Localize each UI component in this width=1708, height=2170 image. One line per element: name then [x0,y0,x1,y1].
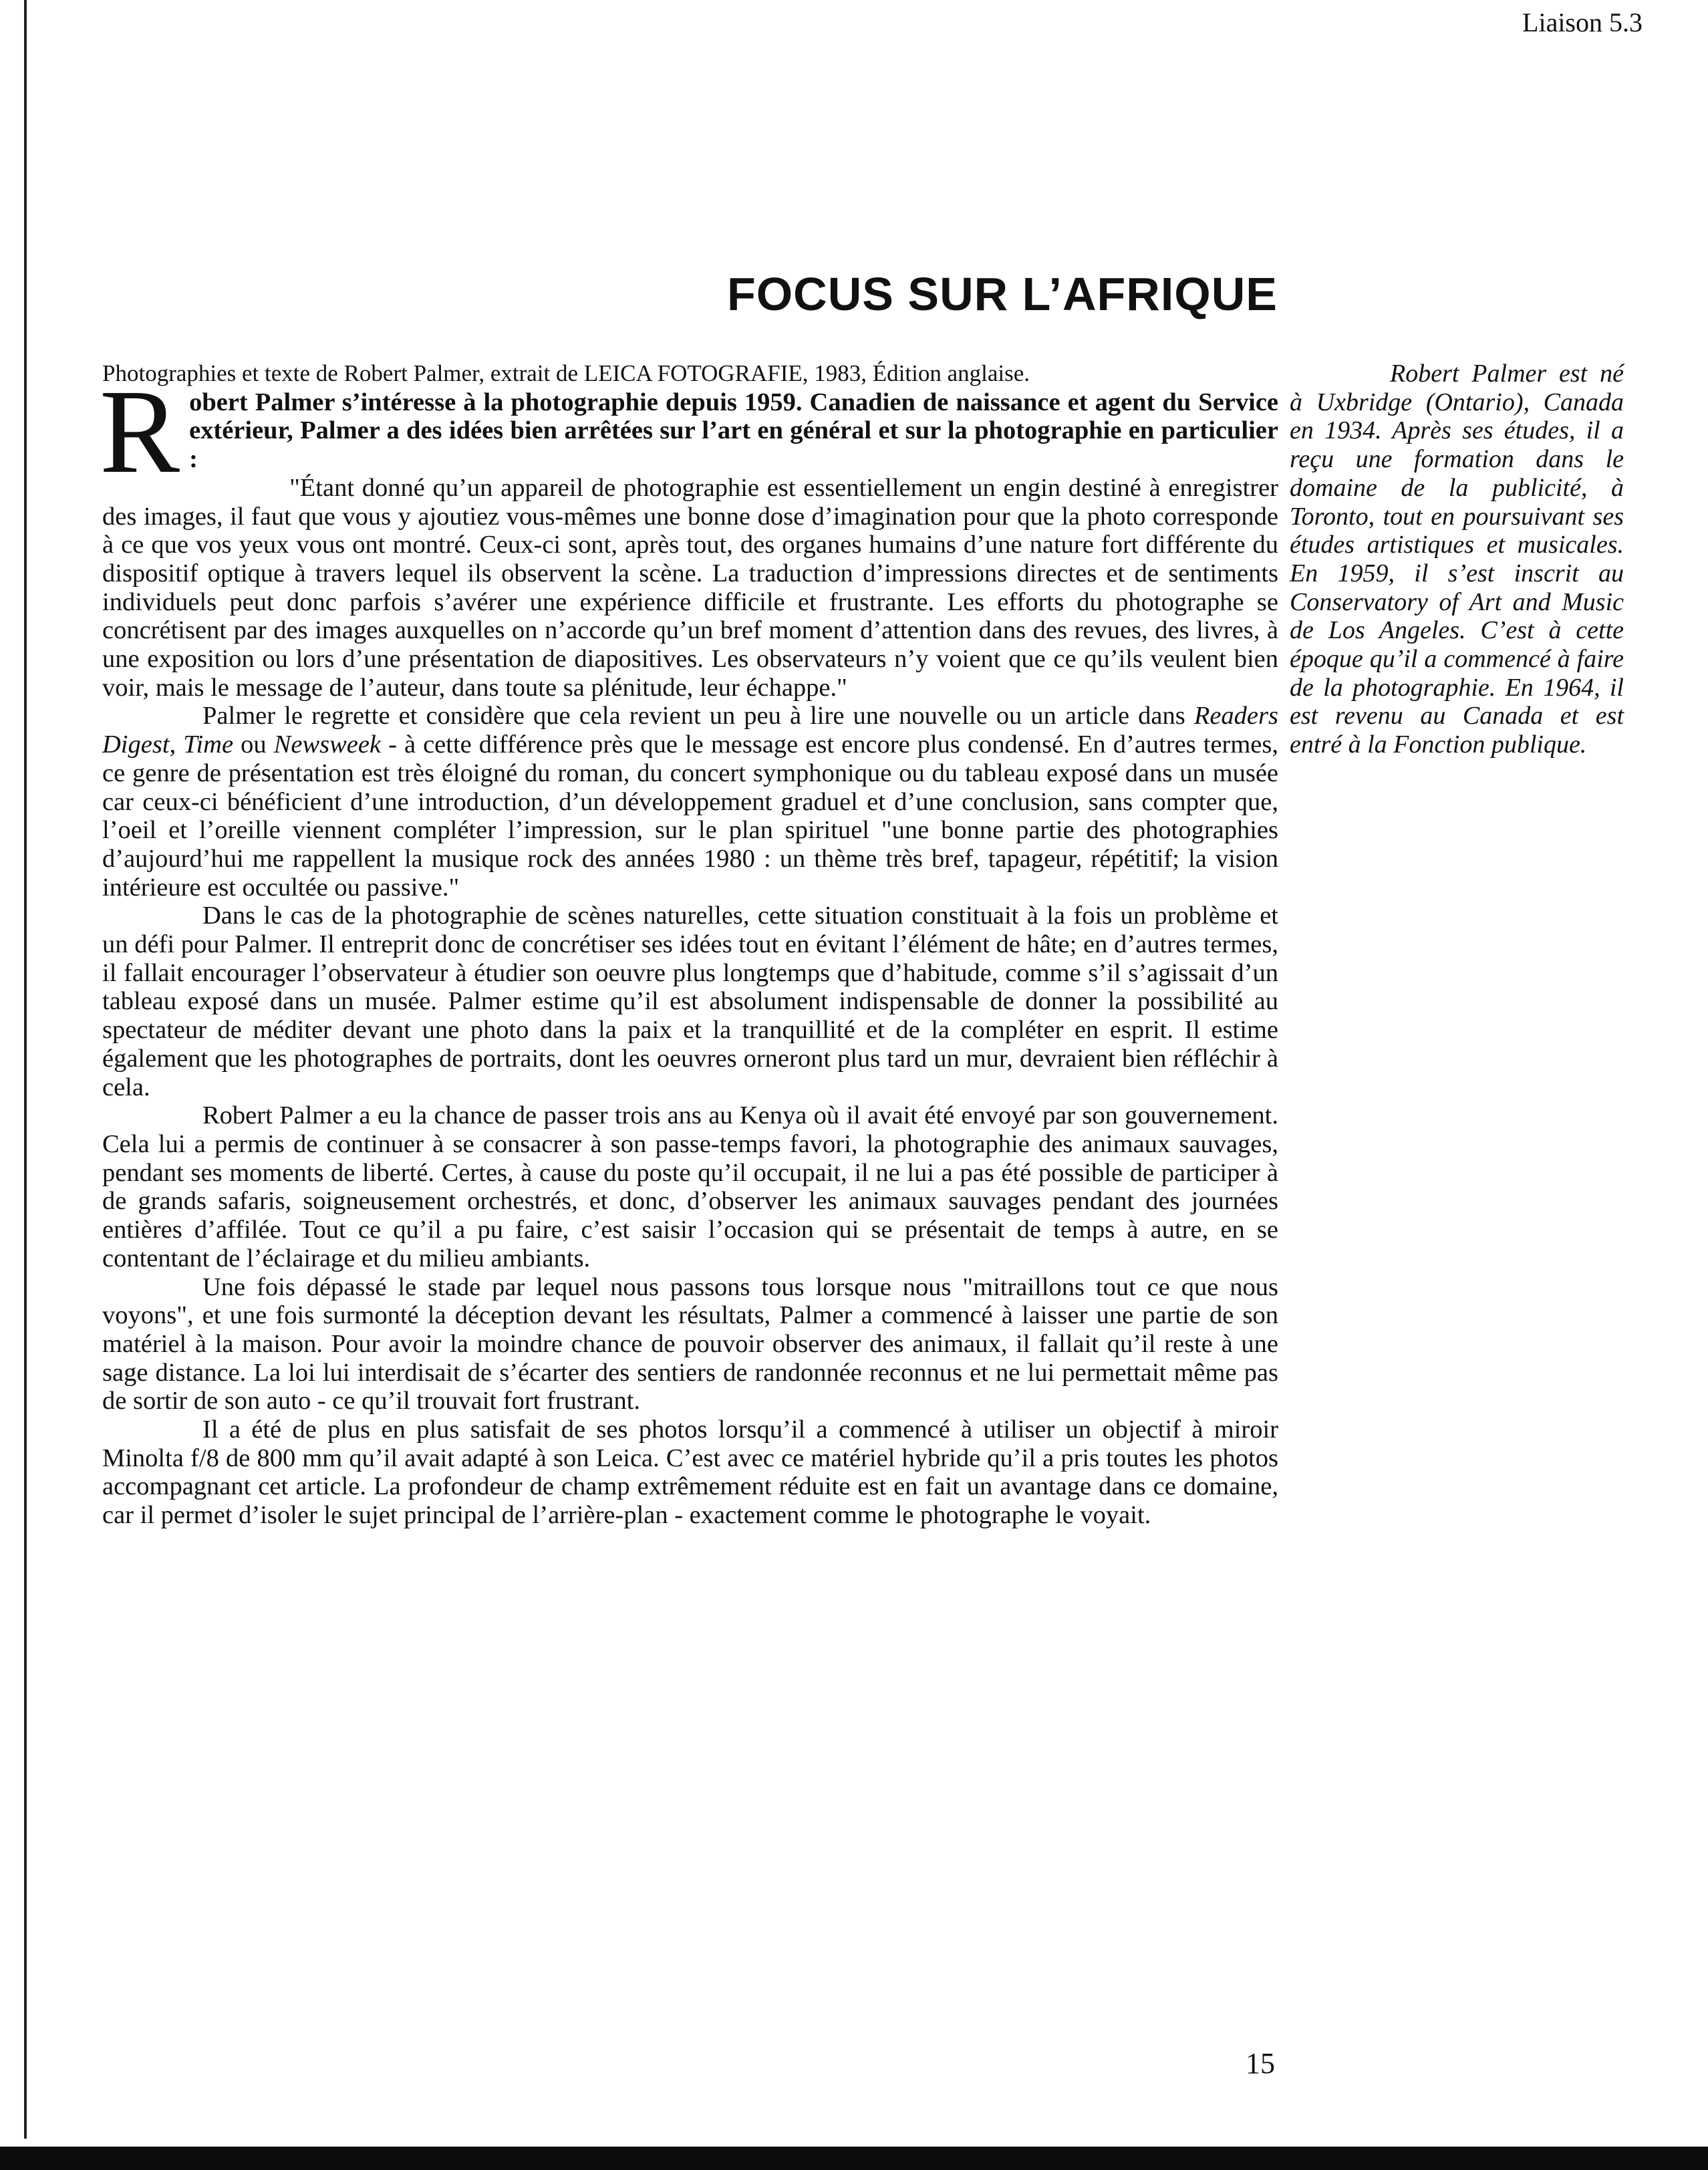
body-paragraph-2-text-b: ou [233,730,274,759]
running-head: Liaison 5.3 [1522,7,1643,37]
author-bio-sidebar [1290,360,1624,759]
body-paragraph-4: Robert Palmer a eu la chance de passer trois ans au Kenya où il avait été envoyé par son gouvernement. Cela lui a permis de continuer à se consacrer à son passe-temps favori, la photographie des animaux sauvages, pendant ses moments de liberté. Certes, à cause du poste qu’il occupait, il ne lui a pas été possible de participer à de grands safaris, soigneusement orchestrés, et donc, d’observer les animaux sauvages pendant des journées entières d’affilée. Tout ce qu’il a pu faire, c’est saisir l’occasion qui se présentait de temps à autre, en se contentant de l’éclairage et du milieu ambiants. [102,1101,1278,1272]
body-paragraph-2 [102,702,1278,902]
lead-text: obert Palmer s’intéresse à la photographie depuis 1959. Canadien de naissance et agent du Service extérieur, Palmer a des idées bien arrêtées sur l’art en général et sur la photographie en particulier : [189,388,1278,474]
binding-edge-line [24,0,27,2139]
magazine-names: Readers Digest, Time [102,702,1278,759]
page-number: 15 [1246,2047,1275,2080]
scan-bottom-edge [0,2147,1708,2170]
body-paragraph-2-text-c: - à cette différence près que le message est encore plus condensé. En d’autres termes, ce genre de présentation est très éloigné du roman, du concert symphonique ou du tableau exposé dans un musée car ceux-ci bénéficient d’une introduction, d’un développement graduel et d’une conclusion, sans compter que, l’oeil et l’oreille viennent compléter l’impression, sur le plan spirituel "une bonne partie des photographies d’aujourd’hui me rappellent la musique rock des années 1980 : un thème très bref, tapageur, répétitif; la vision intérieure est occultée ou passive." [102,730,1278,902]
body-paragraph-3: Dans le cas de la photographie de scènes naturelles, cette situation constituait à la fois un problème et un défi pour Palmer. Il entreprit donc de concrétiser ses idées tout en évitant l’élément de hâte; en d’autres termes, il fallait encourager l’observateur à étudier son oeuvre plus longtemps que d’habitude, comme s’il s’agissait d’un tableau exposé dans un musée. Palmer estime qu’il est absolument indispensable de donner la possibilité au spectateur de méditer devant une photo dans la paix et la tranquillité et de la compléter en esprit. Il estime également que les photographes de portraits, dont les oeuvres orneront plus tard un mur, devraient bien réfléchir à cela. [102,902,1278,1101]
body-paragraph-1: "Étant donné qu’un appareil de photographie est essentiellement un engin destiné à enregistrer des images, il faut que vous y ajoutiez vous-mêmes une bonne dose d’imagination pour que la photo corresponde à ce que vos yeux vous ont montré. Ceux-ci sont, après tout, des organes humains d’une nature fort différente du dispositif optique à travers lequel ils observent la scène. La traduction d’impressions directes et de sentiments individuels peut donc parfois s’avérer une expérience difficile et frustrante. Les efforts du photographe se concrétisent par des images auxquelles on n’accorde qu’un bref moment d’attention dans des revues, des livres, à une exposition ou lors d’une présentation de diapositives. Les observateurs n’y voient que ce qu’ils veulent bien voir, mais le message de l’auteur, dans toute sa plénitude, leur échappe." [102,473,1278,702]
body-paragraph-6: Il a été de plus en plus satisfait de ses photos lorsqu’il a commencé à utiliser un objectif à miroir Minolta f/8 de 800 mm qu’il avait adapté à son Leica. C’est avec ce matériel hybride qu’il a pris toutes les photos accompagnant cet article. La profondeur de champ extrêmement réduite est en fait un avantage dans ce domaine, car il permet d’isoler le sujet principal de l’arrière-plan - exactement comme le photographe le voyait. [102,1415,1278,1530]
article-title: FOCUS SUR L’AFRIQUE [726,267,1278,320]
drop-cap: R [100,364,180,498]
body-paragraph-2-text-a: Palmer le regrette et considère que cela revient un peu à lire une nouvelle ou un article dans [202,702,1194,730]
body-paragraph-5: Une fois dépassé le stade par lequel nous passons tous lorsque nous "mitraillons tout ce que nous voyons", et une fois surmonté la déception devant les résultats, Palmer a commencé à laisser une partie de son matériel à la maison. Pour avoir la moindre chance de pouvoir observer des animaux, il fallait qu’il reste à une sage distance. La loi lui interdisait de s’écarter des sentiers de randonnée reconnus et ne lui permettait même pas de sortir de son auto - ce qu’il trouvait fort frustrant. [102,1272,1278,1415]
magazine-name-newsweek: Newsweek [273,730,382,759]
photo-credit: Photographies et texte de Robert Palmer, extrait de LEICA FOTOGRAFIE, 1983, Édition anglaise. [102,360,1030,386]
author-bio: Robert Palmer est né à Uxbridge (Ontario), Canada en 1934. Après ses études, il a reçu une formation dans le domaine de la publicité, à Toronto, tout en poursuivant ses études artistiques et musicales. En 1959, il s’est inscrit au Conservatory of Art and Music de Los Angeles. C’est à cette époque qu’il a commencé à faire de la photographie. En 1964, il est revenu au Canada et est entré à la Fonction publique. [1290,360,1624,759]
article-body [102,360,1278,1530]
